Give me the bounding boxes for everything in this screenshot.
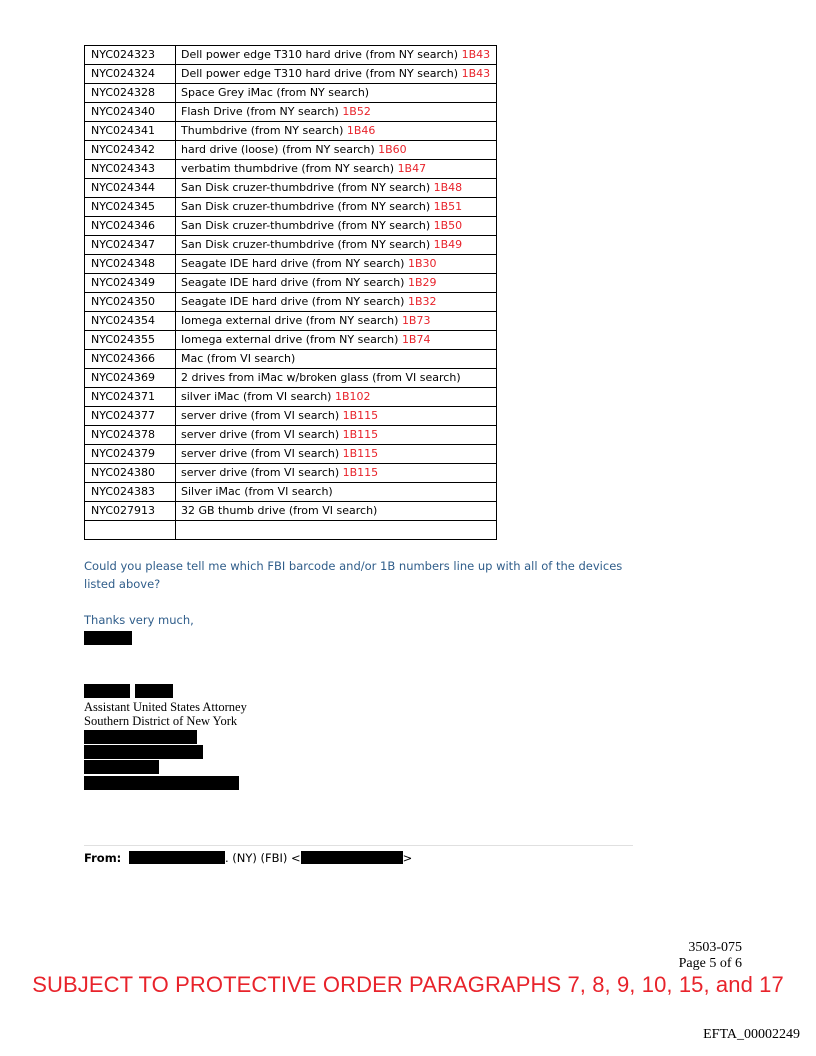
evidence-table-body [85, 46, 497, 540]
description-cell [176, 407, 497, 426]
evidence-id-cell: NYC024380 [85, 464, 176, 483]
description-cell [176, 274, 497, 293]
evidence-id-cell: NYC024350 [85, 293, 176, 312]
description-text: San Disk cruzer-thumbdrive (from NY search) [181, 200, 434, 213]
description-cell [176, 141, 497, 160]
description-cell [176, 445, 497, 464]
redacted-email [84, 776, 239, 790]
table-row [85, 103, 497, 122]
fbi-1b-number: 1B43 [461, 48, 491, 61]
description-text: server drive (from VI search) [181, 466, 343, 479]
bates-number: EFTA_00002249 [703, 1027, 800, 1042]
description-text: 32 GB thumb drive (from VI search) [181, 504, 378, 517]
description-cell [176, 179, 497, 198]
description-text: Thumbdrive (from NY search) [181, 124, 347, 137]
description-cell [176, 103, 497, 122]
description-cell [176, 46, 497, 65]
blank-table-row [85, 521, 497, 540]
table-row [85, 122, 497, 141]
fbi-1b-number: 1B50 [433, 219, 463, 232]
table-row [85, 483, 497, 502]
description-text: Seagate IDE hard drive (from NY search) [181, 276, 408, 289]
evidence-id-cell: NYC024323 [85, 46, 176, 65]
redacted-sender-name [84, 631, 132, 645]
description-text: San Disk cruzer-thumbdrive (from NY search) [181, 219, 434, 232]
fbi-1b-number: 1B32 [407, 295, 437, 308]
description-text: Mac (from VI search) [181, 352, 296, 365]
description-cell [176, 65, 497, 84]
fbi-1b-number: 1B115 [342, 447, 379, 460]
fbi-1b-number: 1B46 [346, 124, 376, 137]
fbi-1b-number: 1B115 [342, 428, 379, 441]
description-cell [176, 255, 497, 274]
evidence-id-cell: NYC024383 [85, 483, 176, 502]
description-text: Dell power edge T310 hard drive (from NY search) [181, 48, 462, 61]
description-text: 2 drives from iMac w/broken glass (from VI search) [181, 371, 461, 384]
description-cell [176, 483, 497, 502]
table-row [85, 179, 497, 198]
evidence-id-cell: NYC024324 [85, 65, 176, 84]
table-row [85, 350, 497, 369]
fbi-1b-number: 1B52 [342, 105, 371, 118]
evidence-id-cell: NYC024347 [85, 236, 176, 255]
evidence-id-cell: NYC024340 [85, 103, 176, 122]
page-number: Page 5 of 6 [678, 956, 742, 971]
fbi-1b-number: 1B48 [433, 181, 463, 194]
description-cell [176, 293, 497, 312]
evidence-id-cell: NYC024354 [85, 312, 176, 331]
evidence-id-cell: NYC024355 [85, 331, 176, 350]
empty-cell [176, 521, 497, 540]
table-row [85, 445, 497, 464]
evidence-id-cell: NYC027913 [85, 502, 176, 521]
protective-order-notice: SUBJECT TO PROTECTIVE ORDER PARAGRAPHS 7, 8, 9, 10, 15, and 17 [32, 972, 784, 997]
description-cell [176, 160, 497, 179]
redacted-address-2 [84, 745, 203, 759]
doc-number: 3503-075 [688, 940, 742, 955]
table-row [85, 141, 497, 160]
table-row [85, 407, 497, 426]
evidence-id-cell: NYC024377 [85, 407, 176, 426]
table-row [85, 331, 497, 350]
fbi-1b-number: 1B115 [342, 466, 379, 479]
table-row [85, 46, 497, 65]
redacted-first-name [84, 684, 130, 698]
description-text: Silver iMac (from VI search) [181, 485, 333, 498]
description-text: silver iMac (from VI search) [181, 390, 335, 403]
table-row [85, 312, 497, 331]
table-row [85, 274, 497, 293]
description-text: Iomega external drive (from NY search) [181, 333, 402, 346]
description-text: Seagate IDE hard drive (from NY search) [181, 257, 408, 270]
description-cell [176, 198, 497, 217]
fbi-1b-number: 1B73 [401, 314, 431, 327]
table-row [85, 464, 497, 483]
table-row [85, 198, 497, 217]
fbi-1b-number: 1B47 [397, 162, 427, 175]
table-row [85, 160, 497, 179]
evidence-id-cell: NYC024342 [85, 141, 176, 160]
redacted-address-1 [84, 730, 197, 744]
table-row [85, 255, 497, 274]
redacted-phone [84, 760, 159, 774]
description-cell [176, 331, 497, 350]
description-cell [176, 502, 497, 521]
table-row [85, 293, 497, 312]
empty-cell [85, 521, 176, 540]
evidence-id-cell: NYC024366 [85, 350, 176, 369]
description-text: Flash Drive (from NY search) [181, 105, 343, 118]
description-cell [176, 426, 497, 445]
table-row [85, 502, 497, 521]
description-cell [176, 122, 497, 141]
fbi-1b-number: 1B51 [433, 200, 463, 213]
description-text: Dell power edge T310 hard drive (from NY search) [181, 67, 462, 80]
description-text: Iomega external drive (from NY search) [181, 314, 402, 327]
table-row [85, 84, 497, 103]
evidence-id-cell: NYC024341 [85, 122, 176, 141]
fbi-1b-number: 1B74 [401, 333, 431, 346]
description-cell [176, 350, 497, 369]
evidence-id-cell: NYC024344 [85, 179, 176, 198]
description-cell [176, 236, 497, 255]
evidence-id-cell: NYC024378 [85, 426, 176, 445]
thanks-text: Thanks very much, [84, 613, 194, 627]
fbi-1b-number: 1B29 [407, 276, 437, 289]
footer-reference [679, 940, 742, 972]
redacted-from-email [301, 851, 403, 864]
table-row [85, 217, 497, 236]
fbi-1b-number: 1B30 [407, 257, 437, 270]
evidence-id-cell: NYC024343 [85, 160, 176, 179]
evidence-id-cell: NYC024379 [85, 445, 176, 464]
description-cell [176, 84, 497, 103]
evidence-id-cell: NYC024345 [85, 198, 176, 217]
description-text: server drive (from VI search) [181, 447, 343, 460]
signature-title: Assistant United States Attorney [84, 700, 247, 714]
from-line [84, 851, 412, 865]
description-text: verbatim thumbdrive (from NY search) [181, 162, 398, 175]
table-row [85, 426, 497, 445]
evidence-table [84, 45, 497, 540]
evidence-id-cell: NYC024369 [85, 369, 176, 388]
description-cell [176, 312, 497, 331]
table-row [85, 65, 497, 84]
description-text: San Disk cruzer-thumbdrive (from NY search) [181, 181, 434, 194]
description-text: hard drive (loose) (from NY search) [181, 143, 379, 156]
redacted-last-name [135, 684, 173, 698]
fbi-1b-number: 1B43 [461, 67, 491, 80]
description-cell [176, 388, 497, 407]
description-cell [176, 217, 497, 236]
description-text: San Disk cruzer-thumbdrive (from NY search) [181, 238, 434, 251]
from-middle: . (NY) (FBI) < [224, 851, 301, 865]
table-row [85, 236, 497, 255]
from-end: > [402, 851, 413, 865]
signature-office: Southern District of New York [84, 714, 238, 728]
fbi-1b-number: 1B60 [378, 143, 407, 156]
fbi-1b-number: 1B102 [334, 390, 371, 403]
evidence-id-cell: NYC024349 [85, 274, 176, 293]
question-text: Could you please tell me which FBI barcode and/or 1B numbers line up with all of the devices listed above? [84, 559, 623, 591]
description-cell [176, 369, 497, 388]
description-text: Seagate IDE hard drive (from NY search) [181, 295, 408, 308]
header-divider [84, 845, 633, 846]
evidence-id-cell: NYC024346 [85, 217, 176, 236]
evidence-id-cell: NYC024371 [85, 388, 176, 407]
evidence-id-cell: NYC024328 [85, 84, 176, 103]
description-cell [176, 464, 497, 483]
evidence-id-cell: NYC024348 [85, 255, 176, 274]
table-row [85, 388, 497, 407]
description-text: server drive (from VI search) [181, 409, 343, 422]
description-text: server drive (from VI search) [181, 428, 343, 441]
description-text: Space Grey iMac (from NY search) [181, 86, 370, 99]
fbi-1b-number: 1B49 [433, 238, 463, 251]
from-label: From: [84, 851, 122, 865]
redacted-from-name [129, 851, 225, 864]
table-row [85, 369, 497, 388]
fbi-1b-number: 1B115 [342, 409, 379, 422]
